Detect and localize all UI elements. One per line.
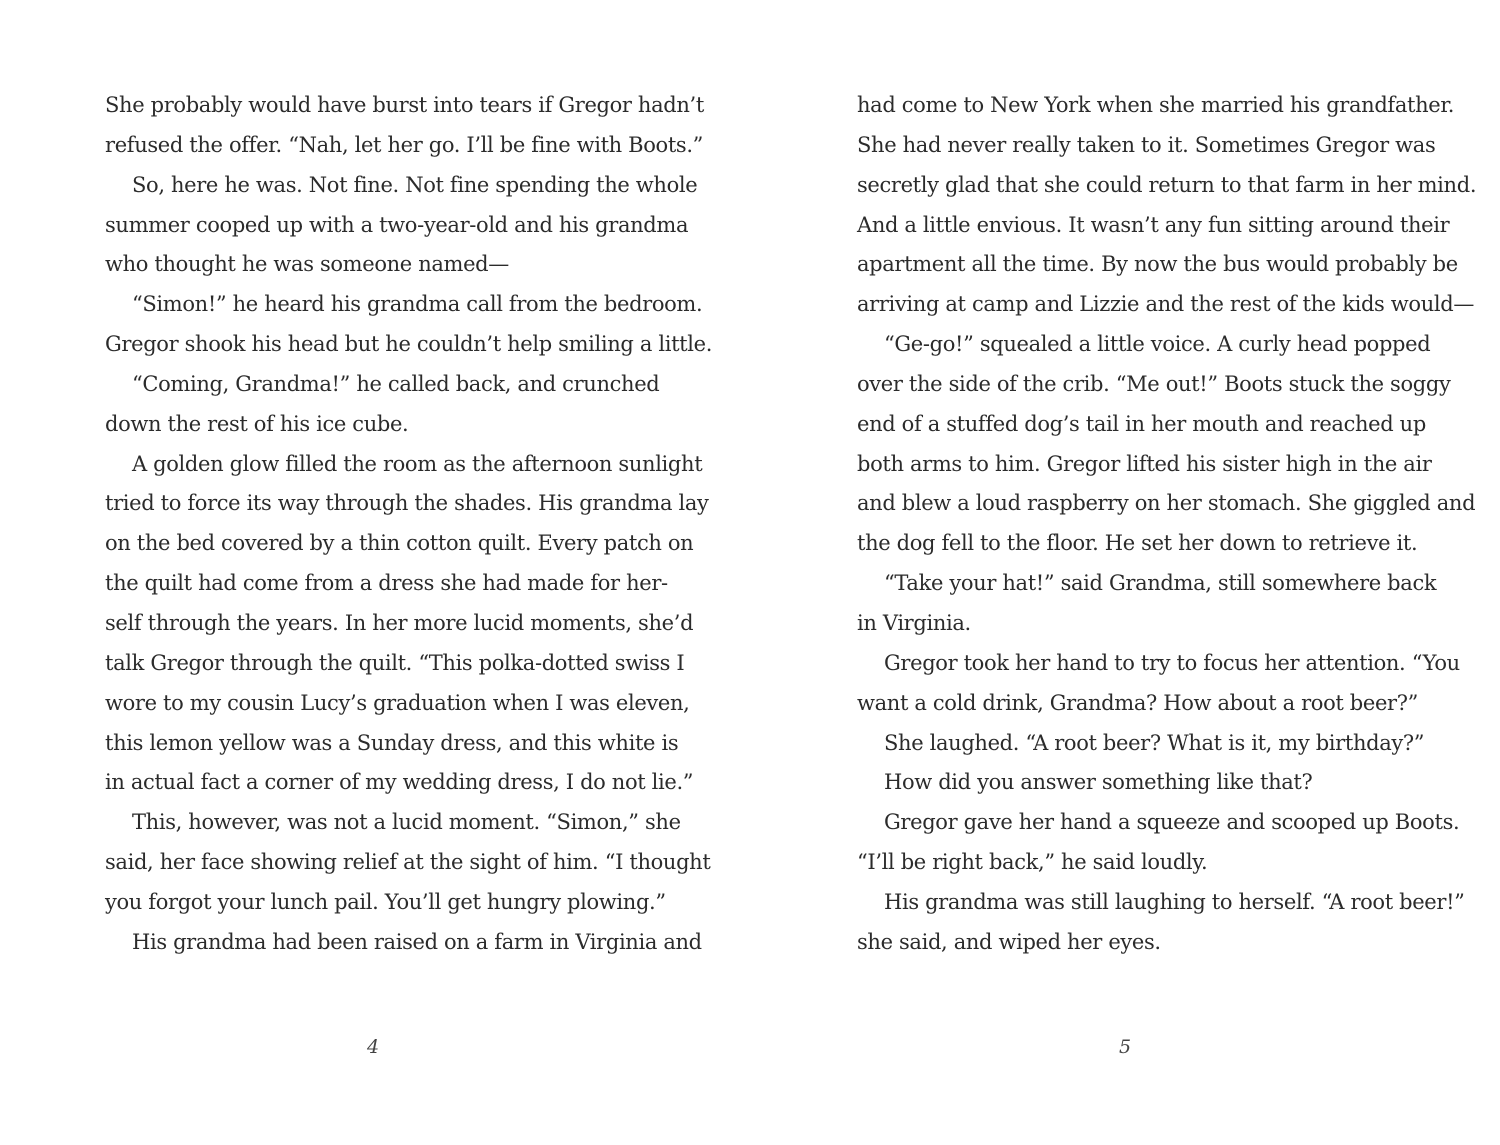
text-line: “Ge-go!” squealed a little voice. A curly head popped	[884, 332, 1431, 357]
text-line: both arms to him. Gregor lifted his sister high in the air	[857, 451, 1432, 476]
text-line: in Virginia.	[857, 610, 971, 635]
text-line: And a little envious. It wasn’t any fun sitting around their	[857, 212, 1450, 237]
text-line: “Coming, Grandma!” he called back, and crunched	[132, 371, 660, 396]
text-line: Gregor shook his head but he couldn’t help smiling a little.	[105, 332, 713, 357]
text-line: She laughed. “A root beer? What is it, my birthday?”	[884, 730, 1425, 755]
text-line: the dog fell to the floor. He set her down to retrieve it.	[857, 531, 1418, 556]
text-line: secretly glad that she could return to that farm in her mind.	[857, 172, 1477, 197]
text-line: talk Gregor through the quilt. “This polka-dotted swiss I	[105, 650, 685, 675]
text-line: self through the years. In her more lucid moments, she’d	[105, 610, 694, 635]
text-line: His grandma was still laughing to herself. “A root beer!”	[884, 889, 1465, 914]
text-line: She probably would have burst into tears if Gregor hadn’t	[105, 93, 704, 117]
text-line: A golden glow filled the room as the afternoon sunlight	[132, 451, 703, 476]
left-page-text	[105, 86, 713, 963]
text-line: had come to New York when she married his grandfather.	[857, 93, 1455, 117]
text-line: said, her face showing relief at the sight of him. “I thought	[105, 850, 711, 875]
text-line: This, however, was not a lucid moment. “Simon,” she	[132, 810, 681, 835]
text-line: the quilt had come from a dress she had made for her-	[105, 571, 668, 596]
text-line: Gregor took her hand to try to focus her attention. “You	[884, 650, 1460, 675]
text-line: on the bed covered by a thin cotton quilt. Every patch on	[105, 531, 694, 556]
text-line: want a cold drink, Grandma? How about a root beer?”	[857, 690, 1419, 715]
text-line: in actual fact a corner of my wedding dress, I do not lie.”	[105, 770, 694, 795]
text-line: “I’ll be right back,” he said loudly.	[857, 850, 1208, 875]
text-line: Gregor gave her hand a squeeze and scooped up Boots.	[884, 810, 1460, 835]
right-page-text	[857, 86, 1477, 963]
page-number-right: 5	[1118, 1036, 1132, 1058]
text-line: you forgot your lunch pail. You’ll get hungry plowing.”	[105, 889, 666, 914]
text-line: she said, and wiped her eyes.	[857, 929, 1161, 954]
text-line: down the rest of his ice cube.	[105, 411, 409, 436]
text-line: over the side of the crib. “Me out!” Boots stuck the soggy	[857, 371, 1451, 396]
text-line: “Simon!” he heard his grandma call from the bedroom.	[132, 292, 703, 317]
text-line: summer cooped up with a two-year-old and his grandma	[105, 212, 689, 237]
text-line: How did you answer something like that?	[884, 770, 1313, 795]
text-line: apartment all the time. By now the bus would probably be	[857, 252, 1458, 277]
text-line: “Take your hat!” said Grandma, still somewhere back	[884, 571, 1437, 596]
text-line: She had never really taken to it. Sometimes Gregor was	[857, 132, 1436, 157]
text-line: end of a stuffed dog’s tail in her mouth and reached up	[857, 411, 1426, 436]
text-line: wore to my cousin Lucy’s graduation when I was eleven,	[105, 690, 690, 715]
text-line: who thought he was someone named—	[105, 252, 509, 277]
page-number-left: 4	[366, 1036, 380, 1058]
text-line: His grandma had been raised on a farm in Virginia and	[132, 929, 702, 954]
text-line: So, here he was. Not fine. Not fine spending the whole	[132, 172, 698, 197]
text-line: refused the offer. “Nah, let her go. I’ll be fine with Boots.”	[105, 132, 704, 157]
text-line: and blew a loud raspberry on her stomach. She giggled and	[857, 491, 1476, 516]
text-line: arriving at camp and Lizzie and the rest of the kids would—	[857, 292, 1474, 317]
text-line: this lemon yellow was a Sunday dress, and this white is	[105, 730, 679, 755]
text-line: tried to force its way through the shades. His grandma lay	[105, 491, 709, 516]
